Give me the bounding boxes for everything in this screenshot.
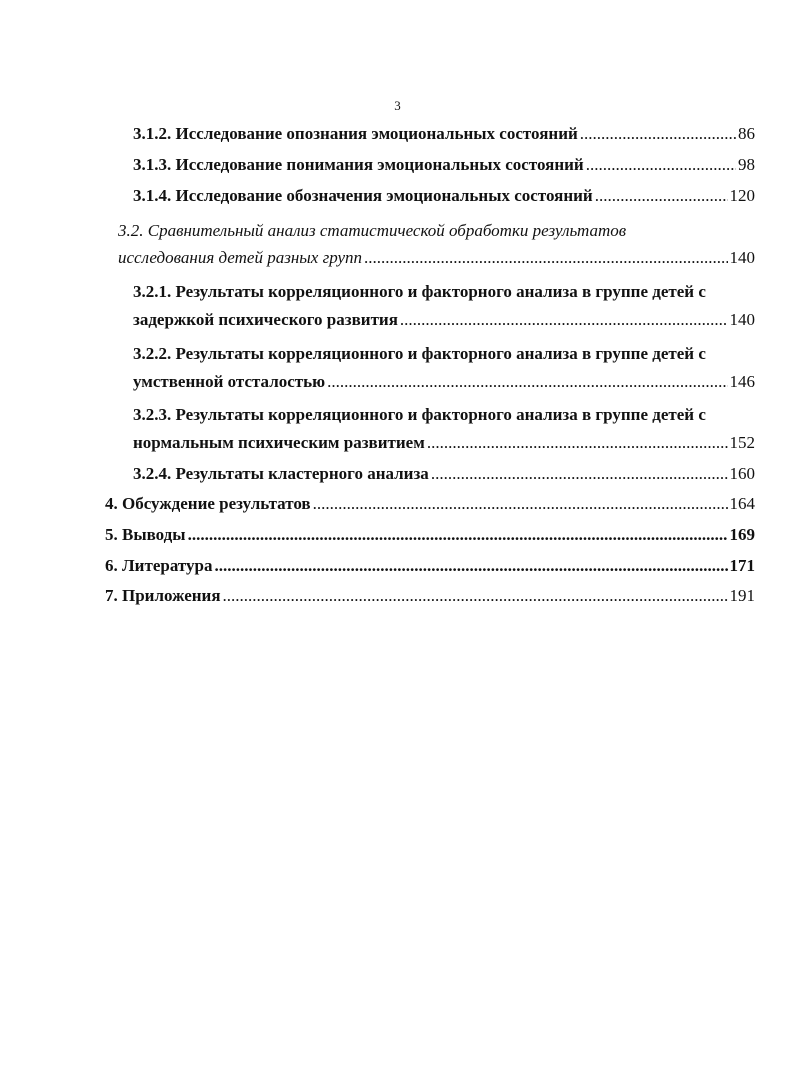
toc-leader-dots bbox=[586, 155, 736, 175]
toc-entry-label: 3.1.3. Исследование понимания эмоциональных состояний bbox=[133, 155, 584, 174]
toc-entry-3-2 bbox=[118, 248, 755, 276]
toc-entry-3-1-4 bbox=[133, 186, 755, 214]
toc-entry-page: 140 bbox=[729, 310, 755, 329]
toc-leader-dots bbox=[431, 464, 728, 484]
toc-entry-label: 4. Обсуждение результатов bbox=[105, 494, 311, 513]
toc-entry-3-2-line1: 3.2. Сравнительный анализ статистической обработки результатов bbox=[118, 221, 627, 240]
toc-entry-7 bbox=[105, 586, 755, 614]
toc-leader-dots bbox=[327, 372, 727, 392]
toc-entry-3-2-1-line1: 3.2.1. Результаты корреляционного и факторного анализа в группе детей с bbox=[133, 282, 706, 301]
toc-entry-3-2-1 bbox=[133, 310, 755, 338]
toc-entry-label: исследования детей разных групп bbox=[118, 248, 363, 267]
toc-entry-5 bbox=[105, 525, 755, 553]
toc-entry-page: 120 bbox=[729, 186, 755, 205]
toc-entry-page: 171 bbox=[729, 556, 755, 575]
toc-leader-dots bbox=[427, 433, 728, 453]
page-number: 3 bbox=[394, 98, 401, 113]
toc-entry-page: 98 bbox=[738, 155, 755, 174]
toc-entry-3-2-2-line1: 3.2.2. Результаты корреляционного и факторного анализа в группе детей с bbox=[133, 344, 706, 363]
toc-entry-label: 3.2.4. Результаты кластерного анализа bbox=[133, 464, 429, 483]
toc-leader-dots bbox=[580, 124, 736, 144]
toc-entry-3-2-4 bbox=[133, 464, 755, 492]
toc-entry-label: 7. Приложения bbox=[105, 586, 221, 605]
toc-entry-label: задержкой психического развития bbox=[133, 310, 398, 329]
toc-entry-label: умственной отсталостью bbox=[133, 372, 326, 391]
toc-leader-dots bbox=[188, 525, 728, 545]
toc-entry-label: 3.1.2. Исследование опознания эмоциональных состояний bbox=[133, 124, 578, 143]
toc-entry-label: 5. Выводы bbox=[105, 525, 186, 544]
toc-entry-page: 164 bbox=[729, 494, 755, 513]
toc-entry-3-1-3 bbox=[133, 155, 755, 183]
toc-leader-dots bbox=[364, 248, 727, 268]
toc-entry-page: 152 bbox=[729, 433, 755, 452]
toc-leader-dots bbox=[223, 586, 728, 606]
toc-entry-3-2-3-line1: 3.2.3. Результаты корреляционного и факторного анализа в группе детей с bbox=[133, 405, 706, 424]
toc-leader-dots bbox=[595, 186, 728, 206]
toc-entry-label: 3.1.4. Исследование обозначения эмоциональных состояний bbox=[133, 186, 593, 205]
toc-entry-page: 146 bbox=[729, 372, 755, 391]
toc-leader-dots bbox=[313, 494, 728, 514]
toc-entry-6 bbox=[105, 556, 755, 584]
toc-entry-label: нормальным психическим развитием bbox=[133, 433, 425, 452]
toc-entry-page: 160 bbox=[729, 464, 755, 483]
toc-leader-dots bbox=[400, 310, 728, 330]
toc-entry-label: 6. Литература bbox=[105, 556, 213, 575]
toc-entry-3-1-2 bbox=[133, 124, 755, 152]
toc-entry-4 bbox=[105, 494, 755, 522]
toc-entry-page: 140 bbox=[729, 248, 755, 267]
toc-entry-3-2-2 bbox=[133, 372, 755, 400]
toc-entry-3-2-3 bbox=[133, 433, 755, 461]
toc-entry-page: 191 bbox=[729, 586, 755, 605]
toc-entry-page: 86 bbox=[738, 124, 755, 143]
toc-entry-page: 169 bbox=[729, 525, 755, 544]
toc-leader-dots bbox=[214, 556, 727, 576]
